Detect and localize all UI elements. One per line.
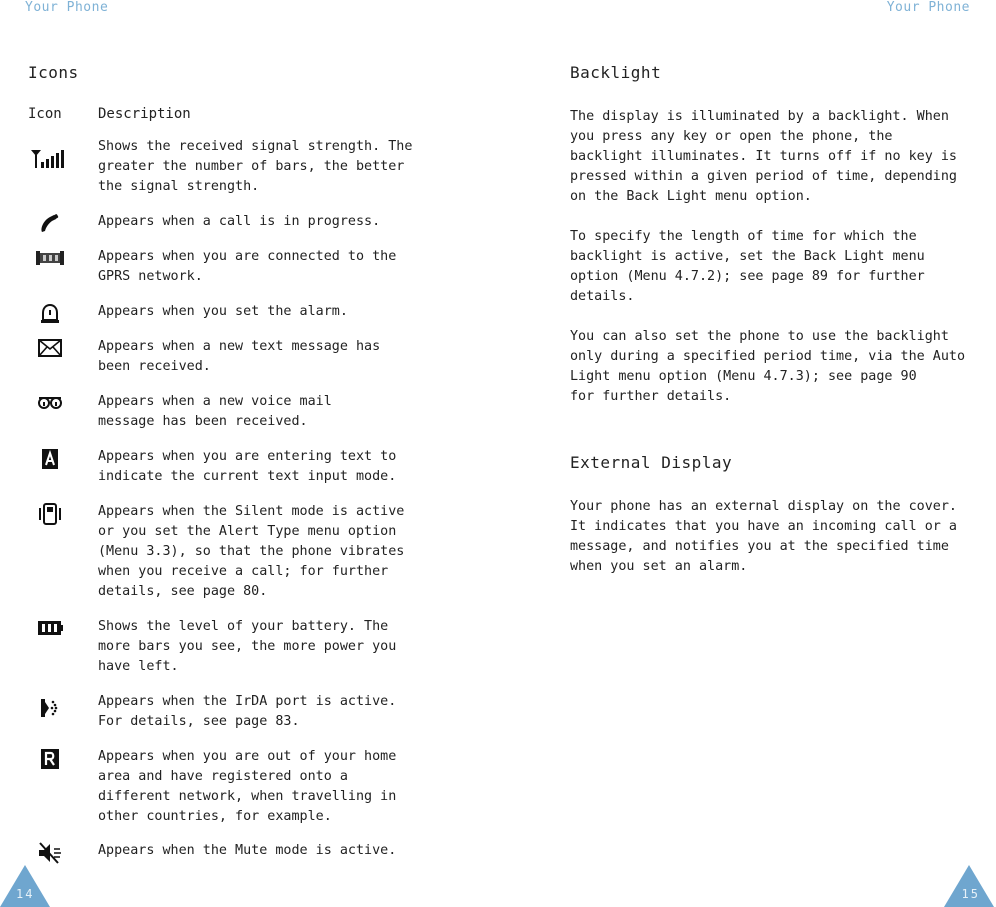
running-header-left: Your Phone: [25, 0, 109, 15]
icon-description: Appears when the IrDA port is active. For details, see page 83.: [98, 694, 397, 729]
backlight-paragraph: You can also set the phone to use the backlight only during a specified period time, via the Auto Light menu option (Menu 4.7.3); see page 90 for further details.: [570, 329, 966, 404]
irda-icon: [25, 696, 75, 720]
column-header-icon: Icon: [28, 106, 62, 122]
vibrate-icon: [25, 502, 75, 526]
icon-description: Shows the received signal strength. The greater the number of bars, the better the signal strength.: [98, 139, 413, 194]
section-title-backlight: Backlight: [570, 63, 662, 82]
mute-speaker-icon: [25, 841, 75, 865]
icon-description: Appears when the Mute mode is active.: [98, 843, 397, 858]
gprs-icon: [25, 247, 75, 271]
roaming-icon: [25, 747, 75, 771]
running-header-right: Your Phone: [886, 0, 970, 15]
voicemail-icon: [25, 392, 75, 416]
battery-icon: [25, 617, 75, 641]
icon-description: Appears when you are entering text to indicate the current text input mode.: [98, 449, 397, 484]
envelope-icon: [25, 337, 75, 361]
icon-description: Appears when a new voice mail message has been received.: [98, 394, 332, 429]
page-number-right: 15: [961, 887, 980, 901]
backlight-paragraph: The display is illuminated by a backlight. When you press any key or open the phone, the backlight illuminates. It turns off if no key is pressed within a given period of time, depending on the Back Light menu option.: [570, 109, 957, 204]
call-handset-icon: [25, 212, 75, 236]
section-title-external-display: External Display: [570, 453, 733, 472]
page-number-left: 14: [16, 887, 35, 901]
icon-description: Appears when you are out of your home area and have registered onto a different network, when travelling in other countries, for example.: [98, 749, 397, 824]
signal-strength-icon: [25, 147, 75, 171]
alarm-icon: [25, 302, 75, 326]
icon-description: Appears when you are connected to the GPRS network.: [98, 249, 397, 284]
icon-description: Appears when you set the alarm.: [98, 304, 348, 319]
section-title-icons: Icons: [28, 63, 79, 82]
icon-description: Appears when the Silent mode is active or you set the Alert Type menu option (Menu 3.3), so that the phone vibrates when you receive a call; for further details, see page 80.: [98, 504, 405, 599]
text-input-mode-icon: [25, 447, 75, 471]
column-header-description: Description: [98, 106, 191, 122]
icon-description: Appears when a new text message has been received.: [98, 339, 381, 374]
external-display-paragraph: Your phone has an external display on the cover. It indicates that you have an incoming call or a message, and notifies you at the specified time when you set an alarm.: [570, 499, 957, 574]
backlight-paragraph: To specify the length of time for which the backlight is active, set the Back Light menu option (Menu 4.7.2); see page 89 for further details.: [570, 229, 925, 304]
icon-description: Shows the level of your battery. The more bars you see, the more power you have left.: [98, 619, 397, 674]
icon-description: Appears when a call is in progress.: [98, 214, 381, 229]
